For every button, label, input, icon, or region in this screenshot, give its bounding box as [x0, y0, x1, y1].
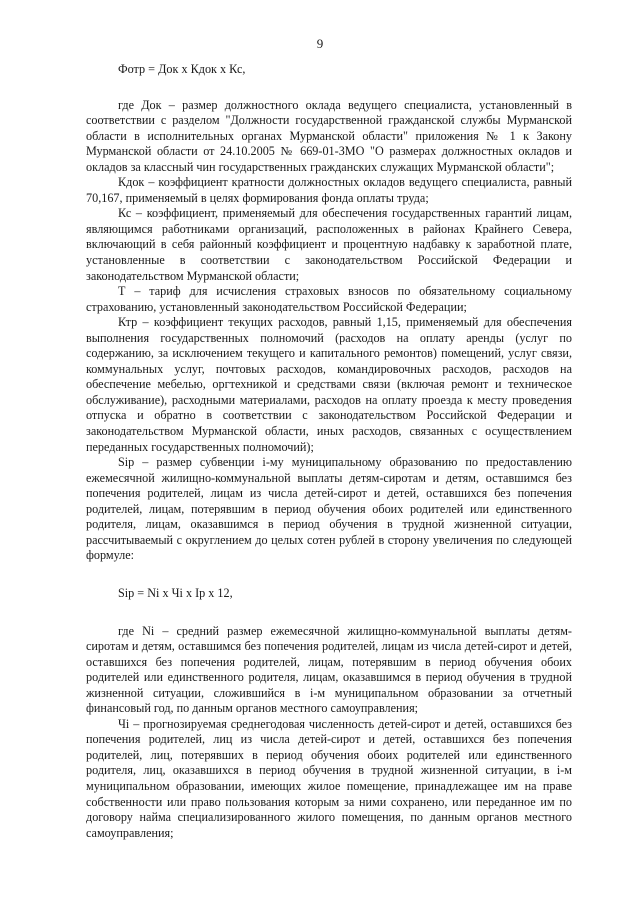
page-number: 9 [316, 36, 324, 51]
paragraph-chi: Чi – прогнозируемая среднегодовая численность детей-сирот и детей, оставшихся без попечения родителей, лиц из числа детей-сирот и детей, оставшихся без попечения родителей, лиц, потерявших в период обучения обоих родителей или единственного родителя, лиц, оказавшихся в период обучения в трудной жизненной ситуации, в i-м муниципальном образовании, имеющих жилое помещение, принадлежащее им на праве собственности или право пользования которым за ними сохранено, или переданное им по договору найма специализированного жилого помещения, по данным органов местного самоуправления; [86, 716, 572, 840]
formula-sip: Sip = Ni х Чi х Ip х 12, [118, 585, 233, 600]
paragraph-kdok: Кдок – коэффициент кратности должностных окладов ведущего специалиста, равный 70,167, применяемый в целях формирования фонда оплаты труда; [86, 175, 572, 205]
paragraph-ni: где Ni – средний размер ежемесячной жилищно-коммунальной выплаты детям-сиротам и детям, оставшимся без попечения родителей, лицам из числа детей-сирот и детей, оставшихся без попечения родителей, лицам, потерявшим в период обучения обоих родителей или единственного родителя, лицам, оказавшимся в период обучения в трудной жизненной ситуации, сложившийся в i-м муниципальном образовании за отчетный финансовый год, по данным органов местного самоуправления; [86, 623, 572, 716]
paragraph-sip: Sip – размер субвенции i-му муниципальному образованию по предоставлению ежемесячной жилищно-коммунальной выплаты детям-сиротам и детям, оставшимся без попечения родителей, лицам из числа детей-сирот и детей, оставшихся без попечения родителей, лицам, потерявшим в период обучения обоих родителей или единственного родителя, лицам, оказавшимся в период обучения в трудной жизненной ситуации, рассчитываемый с округлением до целых сотен рублей в сторону увеличения по следующей формуле: [86, 455, 572, 563]
paragraph-ks: Кс – коэффициент, применяемый для обеспечения государственных гарантий лицам, являющимся работниками организаций, расположенных в районах Крайнего Севера, включающий в себя районный коэффициент и процентную надбавку к заработной плате, установленные в соответствии с законодательством Российской Федерации и законодательством Мурманской области; [86, 206, 572, 283]
page-content [86, 62, 572, 841]
paragraph-dok: где Док – размер должностного оклада ведущего специалиста, установленный в соответствии с разделом "Должности государственной гражданской службы Мурманской области в исполнительных органах Мурманской области" приложения № 1 к Закону Мурманской области от 24.10.2005 № 669-01-ЗМО "О размерах должностных окладов и окладов за классный чин государственных гражданских служащих Мурманской области"; [86, 97, 572, 174]
spacer [86, 564, 572, 586]
paragraph-t: Т – тариф для исчисления страховых взносов по обязательному социальному страхованию, установленный законодательством Российской Федерации; [86, 284, 572, 314]
formula-fotr: Фотр = Док х Кдок х Кс, [118, 62, 246, 76]
paragraph-ktr: Ктр – коэффициент текущих расходов, равный 1,15, применяемый для обеспечения выполнения государственных полномочий (расходов на оплату аренды (услуг по содержанию, за исключением текущего и капитального ремонтов) помещений, услуг связи, коммунальных услуг, почтовых расходов, командировочных расходов, расходов на обеспечение мебелью, оргтехникой и средствами связи (включая ремонт и техническое обслуживание), расходными материалами, расходов на оплату проезда к месту проведения отпуска и обратно в соответствии с законодательством Российской Федерации и законодательством Мурманской области, иных расходов, связанных с осуществлением переданных государственных полномочий); [86, 315, 572, 454]
spacer [86, 78, 572, 98]
spacer [86, 602, 572, 624]
